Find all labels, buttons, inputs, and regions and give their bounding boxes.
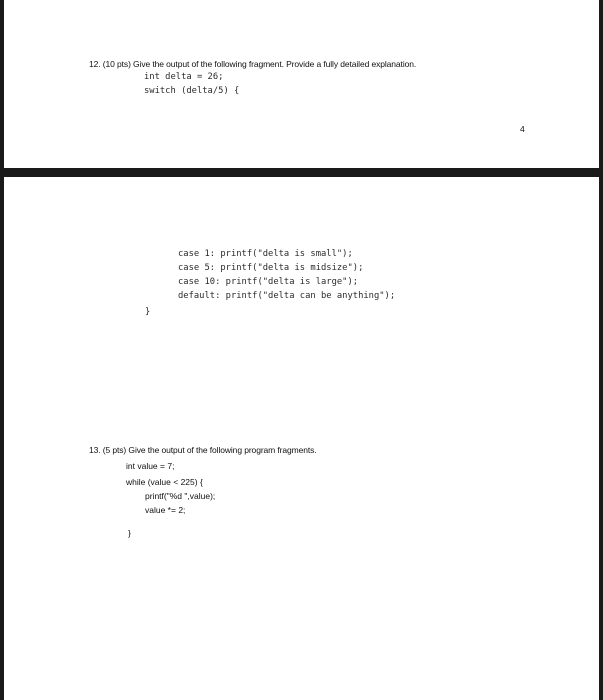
code-line: default: printf("delta can be anything"); [178, 291, 396, 301]
code-line: case 10: printf("delta is large"); [178, 277, 359, 287]
code-line: printf("%d ",value); [145, 491, 216, 501]
code-line: int delta = 26; [144, 72, 224, 82]
code-line: while (value < 225) { [126, 477, 203, 487]
question-13-heading: 13. (5 pts) Give the output of the following program fragments. [89, 445, 317, 455]
code-line: value *= 2; [145, 505, 186, 515]
code-closing-brace: } [145, 307, 151, 317]
page-top [4, 0, 599, 168]
code-line: case 1: printf("delta is small"); [178, 249, 353, 259]
page-number: 4 [520, 124, 525, 134]
question-12-heading: 12. (10 pts) Give the output of the following fragment. Provide a fully detailed explanation. [89, 59, 417, 69]
page-bottom [4, 177, 599, 700]
code-closing-brace: } [128, 528, 131, 538]
code-line: case 5: printf("delta is midsize"); [178, 263, 364, 273]
code-line: switch (delta/5) { [144, 86, 240, 96]
code-line: int value = 7; [126, 461, 175, 471]
